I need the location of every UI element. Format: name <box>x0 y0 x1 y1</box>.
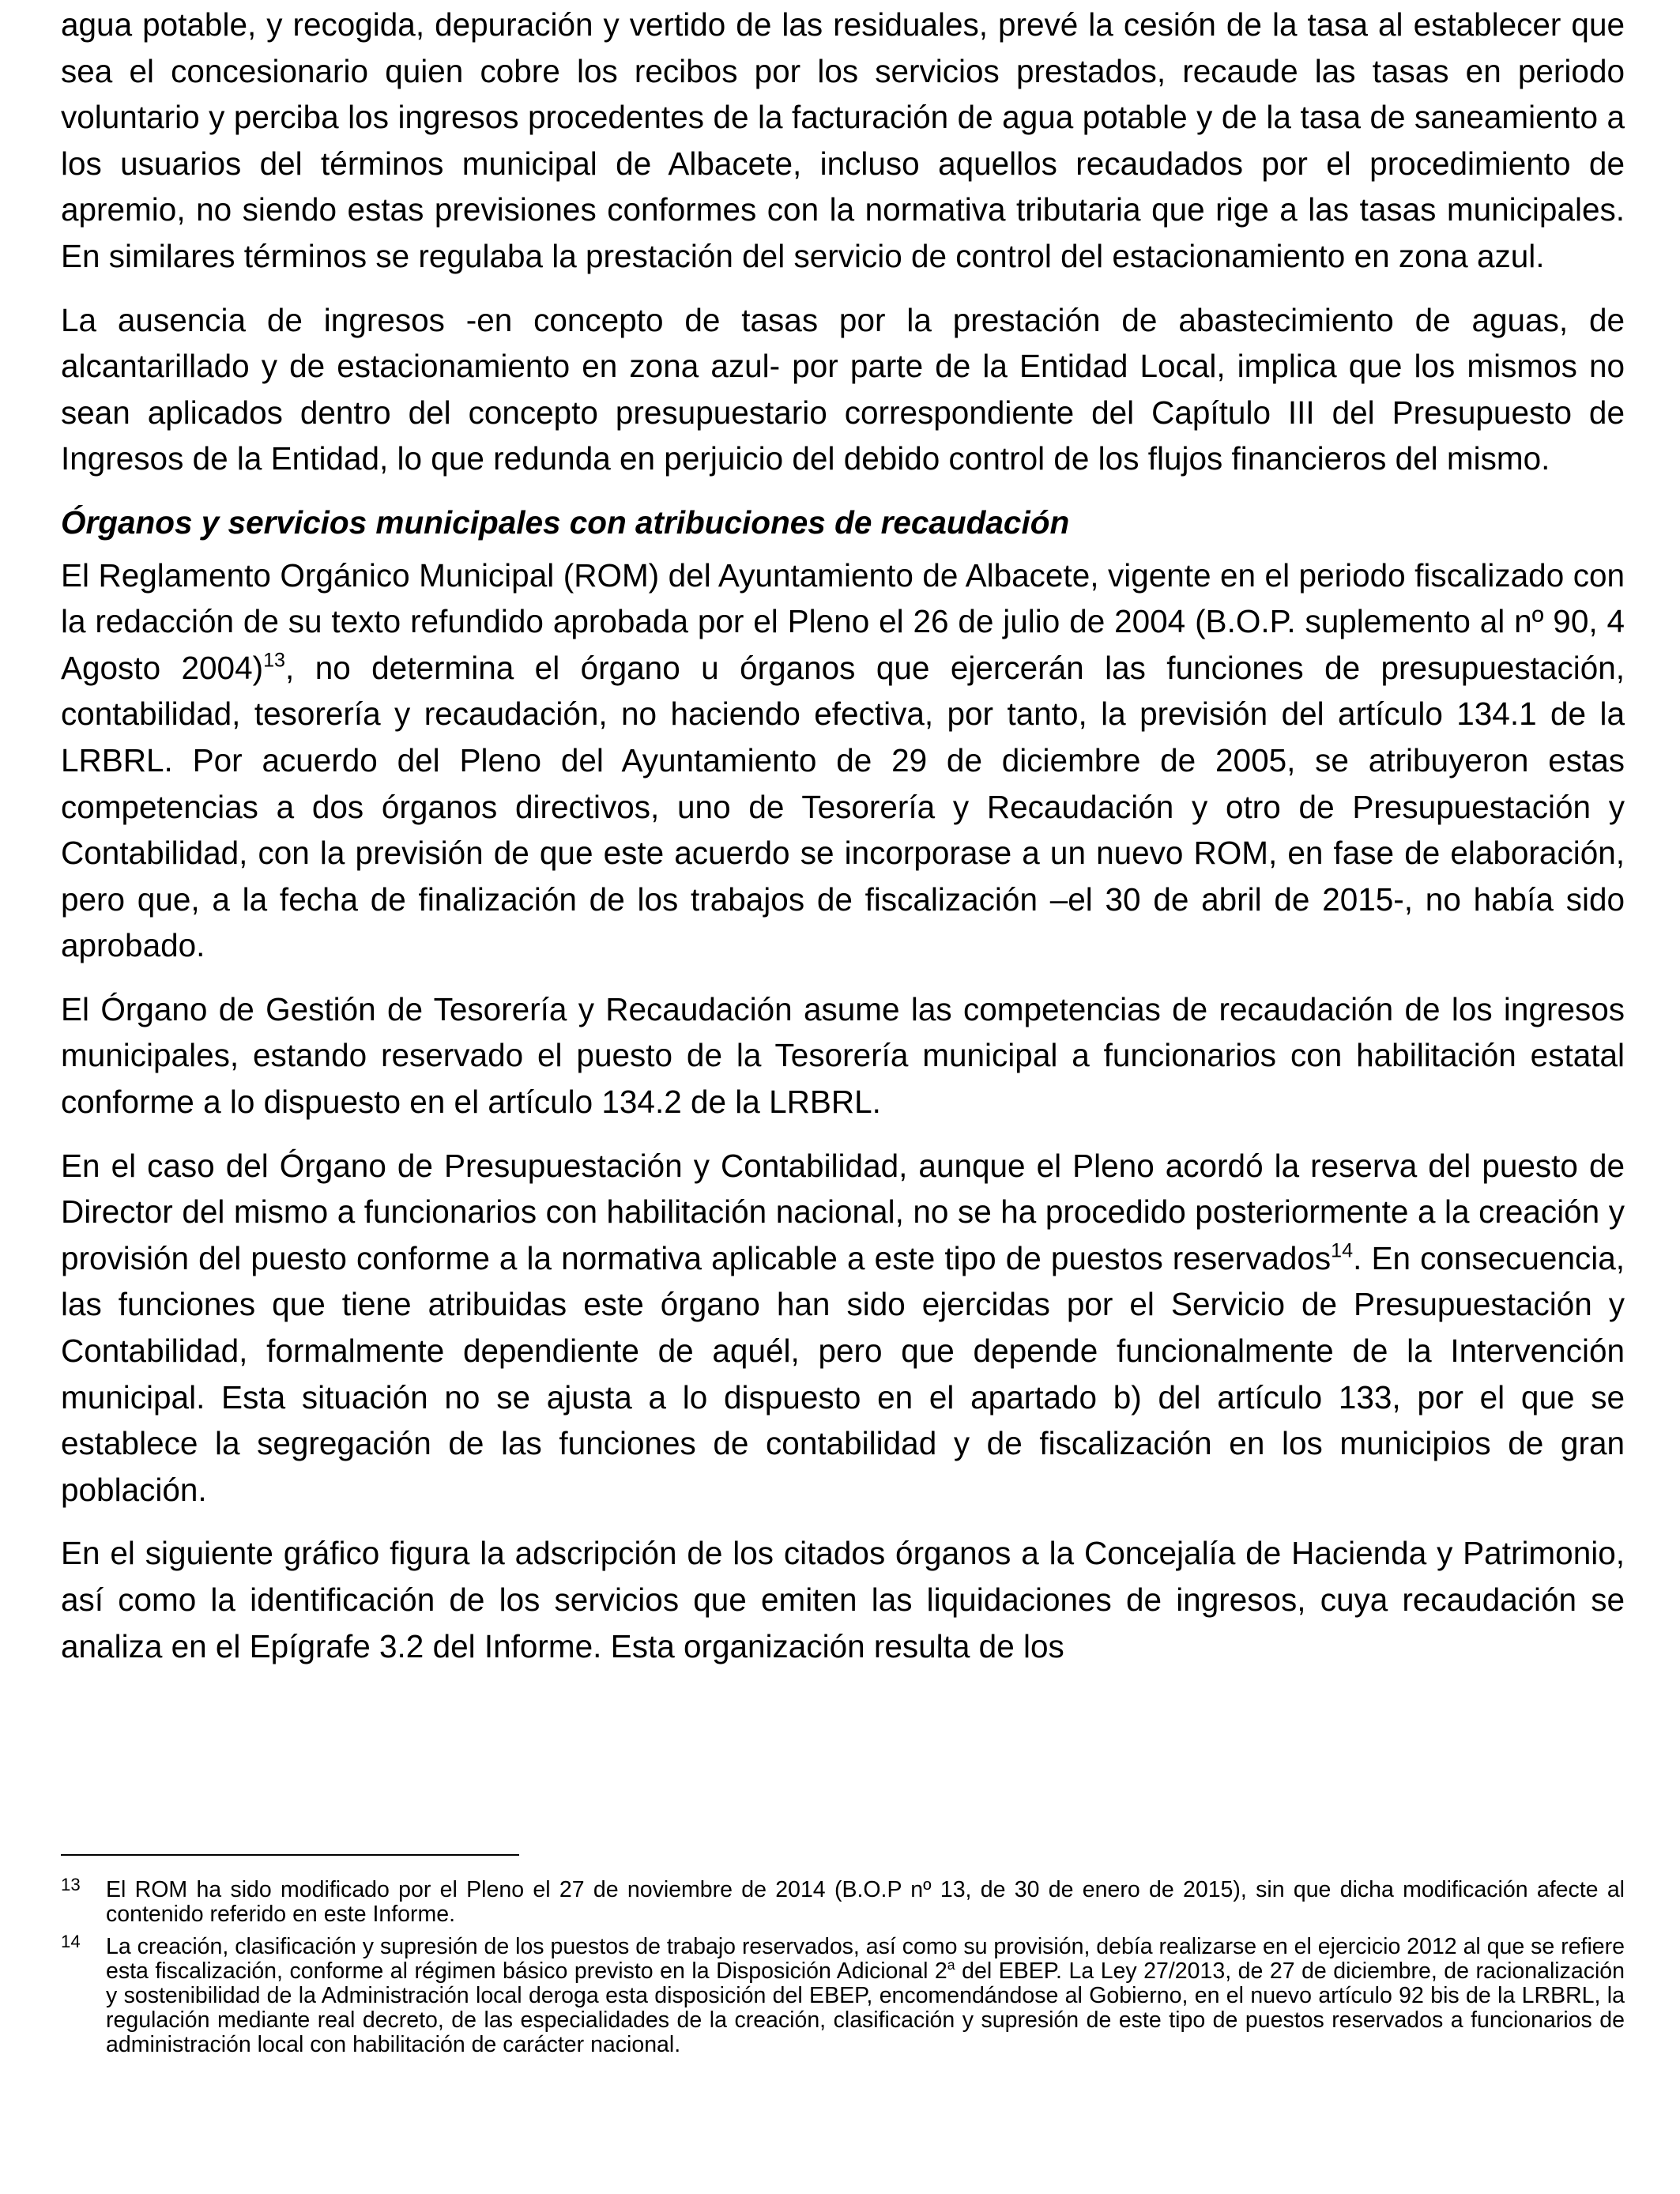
paragraph-2: La ausencia de ingresos -en concepto de tasas por la prestación de abastecimiento de aguas, de alcantarillado y de estacionamiento en zona azul- por parte de la Entidad Local, implica que los mismos no sean aplicados dentro del concepto presupuestario correspondiente del Capítulo III del Presupuesto de Ingresos de la Entidad, lo que redunda en perjuicio del debido control de los flujos financieros del mismo. <box>61 301 1625 477</box>
footnote-text-b: del EBEP. La Ley 27/2013, de 27 de diciembre, de racionalización y sostenibilidad de la Administración local deroga esta disposición del EBEP, encomendándose al Gobierno, en el nuevo artículo 92 bis de la LRBRL, la regulación mediante real decreto, de las especialidades de la creación, clasificación y supresión de este tipo de puestos reservados a funcionarios de administración local con habilitación de carácter nacional. <box>106 1958 1625 2057</box>
paragraph-3-text-a: El Reglamento Orgánico Municipal (ROM) del Ayuntamiento de Albacete, vigente en el periodo fiscalizado con la redacción de su texto refundido aprobada por el Pleno el 26 de julio de 2004 (B.O.P. suplemento al nº 90, 4 Agosto 2004) <box>61 556 1625 686</box>
footnote-text: El ROM ha sido modificado por el Pleno el 27 de noviembre de 2014 (B.O.P nº 13, de 30 de enero de 2015), sin que dicha modificación afecte al contenido referido en este Informe. <box>106 1877 1625 1927</box>
footnote-text-a: La creación, clasificación y supresión de los puestos de trabajo reservados, así como su provisión, debía realizarse en el ejercicio 2012 al que se refiere esta fiscalización, conforme al régimen básico previsto en la Disposición Adicional 2 <box>106 1934 1625 1984</box>
footnote-13 <box>61 1875 1625 1927</box>
paragraph-3 <box>61 552 1625 969</box>
footnote-number: 13 <box>61 1875 81 1894</box>
paragraph-5-text-b: . En consecuencia, las funciones que tiene atribuidas este órgano han sido ejercidas por el Servicio de Presupuestación y Contabilidad, formalmente dependiente de aquél, pero que depende funcionalmente de la Intervención municipal. Esta situación no se ajusta a lo dispuesto en el apartado b) del artículo 133, por el que se establece la segregación de las funciones de contabilidad y de fiscalización en los municipios de gran población. <box>61 1239 1625 1508</box>
paragraph-1: agua potable, y recogida, depuración y vertido de las residuales, prevé la cesión de la tasa al establecer que sea el concesionario quien cobre los recibos por los servicios prestados, recaude las tasas en periodo voluntario y perciba los ingresos procedentes de la facturación de agua potable y de la tasa de saneamiento a los usuarios del términos municipal de Albacete, incluso aquellos recaudados por el procedimiento de apremio, no siendo estas previsiones conformes con la normativa tributaria que rige a las tasas municipales. En similares términos se regulaba la prestación del servicio de control del estacionamiento en zona azul. <box>61 6 1625 274</box>
footnote-text <box>106 1935 1625 2057</box>
paragraph-5 <box>61 1143 1625 1514</box>
paragraph-3-text-b: , no determina el órgano u órganos que ejercerán las funciones de presupuestación, contabilidad, tesorería y recaudación, no haciendo efectiva, por tanto, la previsión del artículo 134.1 de la LRBRL. Por acuerdo del Pleno del Ayuntamiento de 29 de diciembre de 2005, se atribuyeron estas competencias a dos órganos directivos, uno de Tesorería y Recaudación y otro de Presupuestación y Contabilidad, con la previsión de que este acuerdo se incorporase a un nuevo ROM, en fase de elaboración, pero que, a la fecha de finalización de los trabajos de fiscalización –el 30 de abril de 2015-, no había sido aprobado. <box>61 649 1625 964</box>
footnotes <box>61 1875 1625 2065</box>
section-heading: Órganos y servicios municipales con atribuciones de recaudación <box>61 503 1070 541</box>
footnote-ref-14[interactable]: 14 <box>1331 1239 1354 1262</box>
footnote-number: 14 <box>61 1932 81 1951</box>
footnote-separator <box>61 1854 519 1856</box>
paragraph-5-text-a: En el caso del Órgano de Presupuestación y Contabilidad, aunque el Pleno acordó la reserva del puesto de Director del mismo a funcionarios con habilitación nacional, no se ha procedido posteriormente a la creación y provisión del puesto conforme a la normativa aplicable a este tipo de puestos reservados <box>61 1147 1625 1276</box>
body-text <box>61 2 1625 1687</box>
ordinal-indicator: a <box>947 1957 955 1973</box>
paragraph-4: El Órgano de Gestión de Tesorería y Recaudación asume las competencias de recaudación de los ingresos municipales, estando reservado el puesto de la Tesorería municipal a funcionarios con habilitación estatal conforme a lo dispuesto en el artículo 134.2 de la LRBRL. <box>61 990 1625 1121</box>
paragraph-6: En el siguiente gráfico figura la adscripción de los citados órganos a la Concejalía de Hacienda y Patrimonio, así como la identificación de los servicios que emiten las liquidaciones de ingresos, cuya recaudación se analiza en el Epígrafe 3.2 del Informe. Esta organización resulta de los <box>61 1535 1625 1664</box>
footnote-ref-13[interactable]: 13 <box>263 649 286 672</box>
footnote-14 <box>61 1932 1625 2057</box>
